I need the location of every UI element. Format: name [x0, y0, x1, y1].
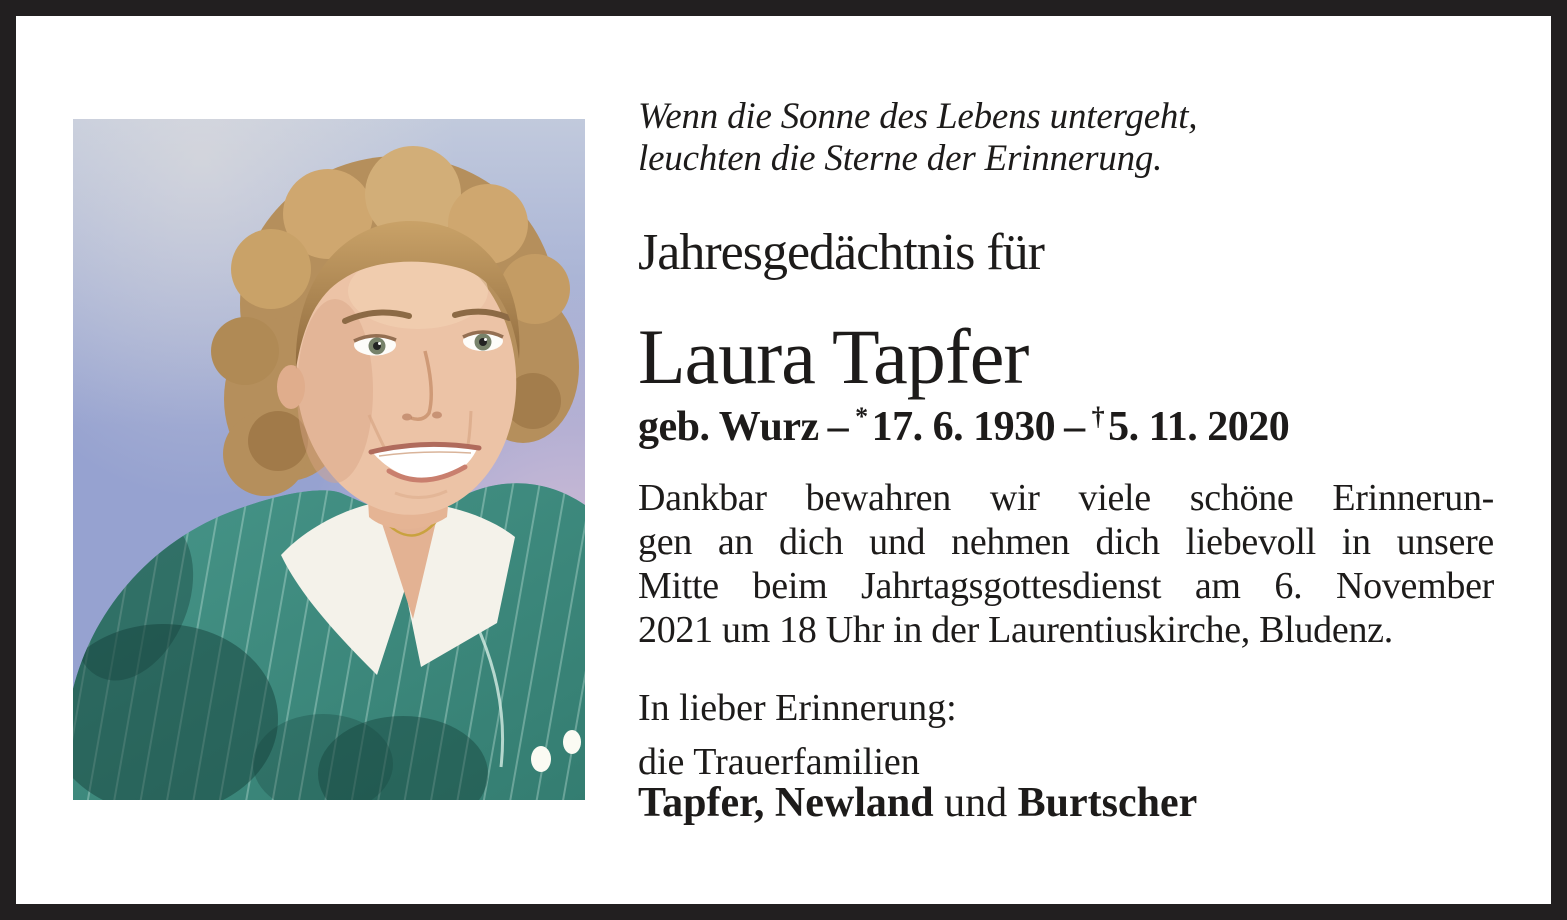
portrait-photo-canvas — [73, 119, 585, 800]
birth-star-symbol: * — [855, 402, 868, 431]
ear — [277, 365, 305, 409]
birth-date: 17. 6. 1930 — [871, 404, 1056, 450]
jacket-button — [563, 730, 581, 754]
notice-text-column — [638, 16, 1494, 904]
death-date: 5. 11. 2020 — [1108, 404, 1290, 450]
dash: – — [1064, 404, 1085, 450]
maiden-name: geb. Wurz — [638, 404, 819, 450]
ceremony-title: Jahresgedächtnis für — [638, 224, 1044, 281]
announcement-line: gen an dich und nehmen dich liebevoll in unsere — [638, 521, 1494, 563]
announcement-text — [638, 476, 1494, 652]
epitaph-line-2: leuchten die Sterne der Erinnerung. — [638, 138, 1163, 179]
announcement-line: 2021 um 18 Uhr in der Laurentiuskirche, Bludenz. — [638, 609, 1393, 651]
epitaph-line-1: Wenn die Sonne des Lebens untergeht, — [638, 96, 1198, 137]
dash: – — [827, 404, 849, 450]
conjunction: und — [933, 780, 1018, 826]
family-names-bold: Tapfer, Newland — [638, 780, 934, 826]
eye-right — [463, 331, 503, 351]
life-dates — [638, 394, 1494, 450]
announcement-line: Mitte beim Jahrtagsgottesdienst am 6. November — [638, 565, 1494, 607]
eye-left — [354, 335, 396, 356]
families-intro: die Trauerfamilien — [638, 741, 920, 783]
jacket-button — [531, 746, 551, 772]
remembrance-line: In lieber Erinnerung: — [638, 687, 957, 729]
portrait-photo — [73, 119, 585, 800]
epitaph-quote — [638, 96, 1494, 180]
family-name-bold: Burtscher — [1017, 780, 1198, 826]
death-cross-symbol: † — [1091, 402, 1105, 431]
announcement-line: Dankbar bewahren wir viele schöne Erinnerun- — [638, 477, 1494, 519]
families-line — [638, 780, 1494, 826]
deceased-name: Laura Tapfer — [638, 313, 1029, 400]
